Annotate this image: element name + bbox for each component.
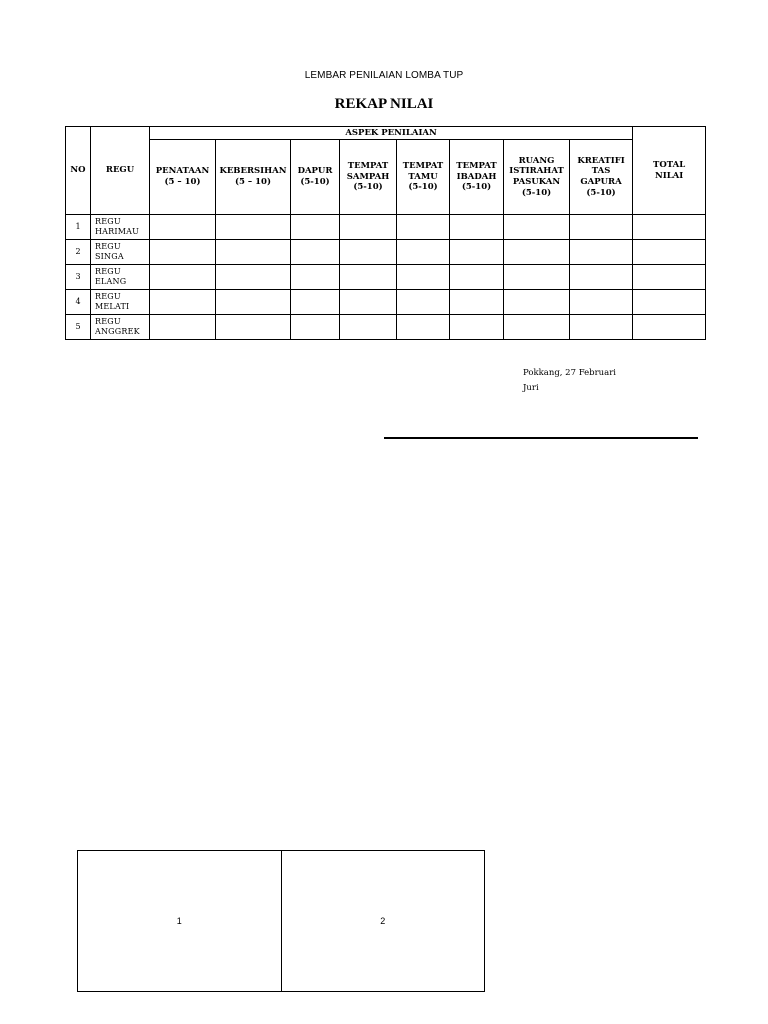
score-cell — [150, 290, 216, 315]
document-title: REKAP NILAI — [334, 96, 434, 112]
table-row — [66, 315, 706, 340]
table-row — [66, 265, 706, 290]
score-cell — [216, 265, 291, 290]
score-cell — [340, 315, 397, 340]
total-cell — [633, 290, 706, 315]
score-cell — [450, 215, 504, 240]
score-cell — [504, 240, 570, 265]
number-boxes — [77, 850, 485, 992]
score-cell — [291, 215, 340, 240]
score-cell — [291, 290, 340, 315]
row-number: 2 — [66, 240, 91, 265]
score-cell — [450, 240, 504, 265]
signature-role: Juri — [523, 383, 539, 393]
score-cell — [570, 315, 633, 340]
regu-name: REGU ELANG — [91, 265, 150, 290]
aspect-header: RUANG ISTIRAHAT PASUKAN (5-10) — [504, 140, 570, 215]
score-cell — [340, 215, 397, 240]
box-1: 1 — [176, 916, 182, 926]
signature-place-date: Pokkang, 27 Februari — [523, 368, 616, 378]
score-cell — [291, 265, 340, 290]
score-cell — [150, 265, 216, 290]
total-cell — [633, 215, 706, 240]
row-number: 5 — [66, 315, 91, 340]
score-cell — [216, 215, 291, 240]
score-cell — [504, 315, 570, 340]
row-number: 3 — [66, 265, 91, 290]
aspect-header: KREATIFI TAS GAPURA (5-10) — [570, 140, 633, 215]
document-subtitle: LEMBAR PENILAIAN LOMBA TUP — [304, 70, 464, 81]
score-cell — [570, 215, 633, 240]
total-cell — [633, 315, 706, 340]
table-row — [66, 240, 706, 265]
score-cell — [150, 315, 216, 340]
score-cell — [450, 290, 504, 315]
score-cell — [150, 215, 216, 240]
score-cell — [291, 315, 340, 340]
score-cell — [397, 240, 450, 265]
score-cell — [340, 265, 397, 290]
score-cell — [570, 240, 633, 265]
aspect-header: PENATAAN (5 – 10) — [150, 140, 216, 215]
score-cell — [570, 265, 633, 290]
regu-name: REGU HARIMAU — [91, 215, 150, 240]
score-cell — [291, 240, 340, 265]
aspect-header: KEBERSIHAN (5 – 10) — [216, 140, 291, 215]
signature-line — [384, 437, 698, 439]
aspect-header: TEMPAT IBADAH (5-10) — [450, 140, 504, 215]
regu-name: REGU MELATI — [91, 290, 150, 315]
aspect-header: TEMPAT SAMPAH (5-10) — [340, 140, 397, 215]
score-cell — [150, 240, 216, 265]
score-cell — [450, 315, 504, 340]
row-number: 1 — [66, 215, 91, 240]
table-row — [66, 215, 706, 240]
aspect-header: TEMPAT TAMU (5-10) — [397, 140, 450, 215]
total-cell — [633, 265, 706, 290]
table-row — [66, 290, 706, 315]
row-number: 4 — [66, 290, 91, 315]
box-2: 2 — [281, 851, 485, 991]
score-cell — [450, 265, 504, 290]
score-cell — [340, 240, 397, 265]
aspect-header: DAPUR (5-10) — [291, 140, 340, 215]
score-cell — [397, 290, 450, 315]
regu-name: REGU SINGA — [91, 240, 150, 265]
regu-name: REGU ANGGREK — [91, 315, 150, 340]
rekap-table — [65, 126, 706, 340]
score-cell — [570, 290, 633, 315]
total-cell — [633, 240, 706, 265]
score-cell — [504, 265, 570, 290]
col-header-no: NO — [66, 127, 91, 215]
col-header-total: TOTAL NILAI — [633, 127, 706, 215]
aspek-penilaian-header: ASPEK PENILAIAN — [150, 127, 633, 140]
score-cell — [504, 290, 570, 315]
score-cell — [397, 315, 450, 340]
score-cell — [216, 240, 291, 265]
score-cell — [504, 215, 570, 240]
col-header-regu: REGU — [91, 127, 150, 215]
score-cell — [340, 290, 397, 315]
score-cell — [216, 290, 291, 315]
score-cell — [216, 315, 291, 340]
score-cell — [397, 265, 450, 290]
score-cell — [397, 215, 450, 240]
